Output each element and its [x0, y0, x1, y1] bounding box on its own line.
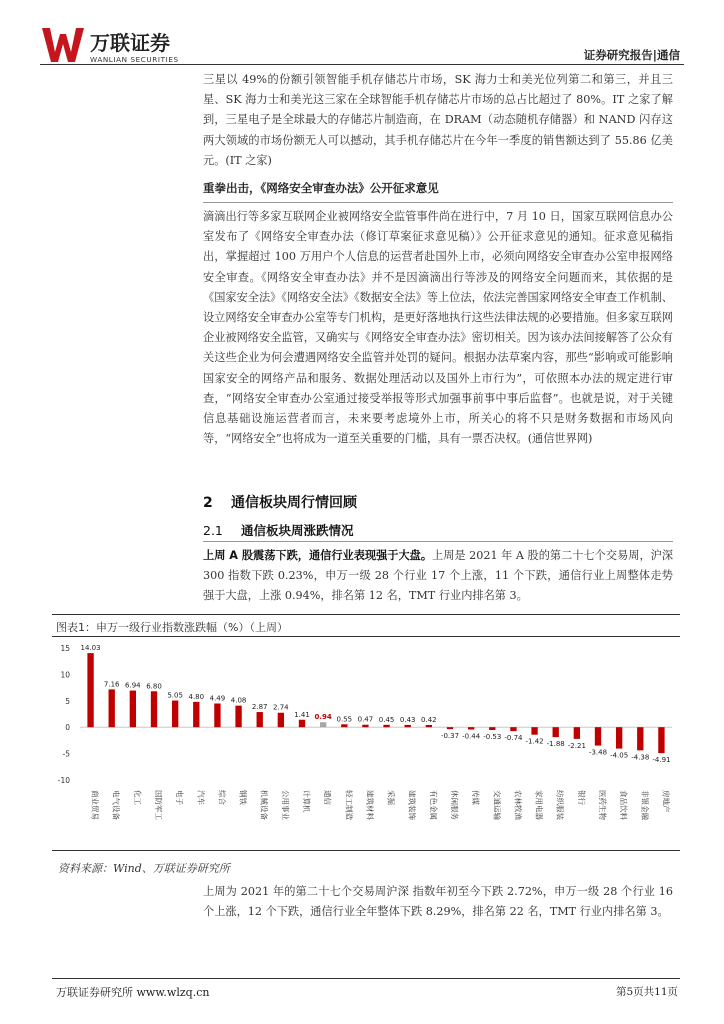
bar-房地产	[658, 727, 664, 753]
figure-title: 图表1：申万一级行业指数涨跌幅（%）（上周）	[56, 621, 288, 634]
value-label: 0.42	[421, 715, 437, 724]
category-label: 机械设备	[259, 790, 269, 820]
bar-商业贸易	[87, 653, 93, 727]
value-label: -0.44	[462, 732, 481, 741]
bar-纺织服装	[553, 727, 559, 737]
category-label: 纺织服装	[555, 790, 565, 820]
value-label: 1.41	[294, 710, 310, 719]
bar-食品饮料	[616, 727, 622, 748]
category-label: 食品饮料	[619, 790, 629, 820]
bar-汽车	[193, 702, 199, 727]
value-label: 0.47	[357, 715, 374, 724]
bar-银行	[574, 727, 580, 739]
category-label: 商业贸易	[90, 790, 100, 820]
category-label: 房地产	[661, 790, 671, 813]
category-label: 交通运输	[492, 790, 502, 820]
bar-交通运输	[489, 727, 495, 730]
after-chart-paragraph: 上周为 2021 年的第二十七个交易周沪深 指数年初至今下跌 2.72%，申万一级 28 个行业 16 个上涨，12 个下跌，通信行业全年整体下跌 8.29%，排名第 22 名，TMT 行业内排名第 3。	[203, 885, 673, 919]
section-2-1-heading	[203, 521, 354, 539]
brand-cn: 万联证券	[90, 31, 170, 55]
value-label: 0.43	[399, 715, 416, 724]
value-label: 6.80	[146, 682, 162, 691]
value-label: -0.74	[504, 734, 523, 743]
bar-国防军工	[151, 691, 157, 727]
value-label: -0.37	[440, 732, 460, 741]
category-label: 银行	[576, 790, 586, 805]
value-label: -1.42	[525, 737, 544, 746]
category-label: 建筑装饰	[407, 790, 417, 820]
y-tick-label: -10	[57, 776, 70, 785]
category-label: 休闲服务	[450, 790, 459, 820]
category-label: 家用电器	[534, 790, 544, 820]
value-label: 4.80	[188, 692, 205, 701]
industry-change-bar-chart	[52, 638, 680, 844]
category-labels	[91, 790, 672, 820]
value-label: 0.94	[314, 713, 332, 722]
category-label: 传媒	[471, 790, 481, 805]
y-tick-label: -5	[62, 749, 70, 759]
bar-综合	[214, 703, 220, 727]
bar-通信	[320, 722, 326, 727]
value-label: -0.53	[483, 732, 502, 741]
bars	[87, 653, 664, 753]
value-labels	[81, 644, 671, 764]
w-logo-mark-icon	[42, 28, 84, 62]
footer-page-number: 第5页共11页	[615, 986, 678, 998]
bar-公用事业	[278, 713, 284, 727]
value-label: -4.05	[610, 751, 629, 760]
bar-化工	[130, 691, 136, 728]
value-label: -1.88	[546, 740, 565, 749]
report-type: 证券研究报告|通信	[583, 48, 680, 62]
section-2-1-paragraph	[203, 546, 673, 607]
subheading: 重拳出击，《网络安全审查办法》公开征求意见	[203, 181, 439, 195]
subheading-divider	[203, 202, 673, 203]
lead-bold: 上周 A 股震荡下跌，通信行业表现强于大盘。	[203, 549, 433, 562]
y-tick-label: 0	[65, 723, 70, 733]
value-label: -3.48	[588, 748, 608, 757]
y-axis	[58, 644, 672, 785]
bar-有色金属	[426, 725, 432, 727]
lead-rest: 上周是 2021 年 A 股的第二十七个交易周，沪深 300 指数下跌 0.23%，申万一级 28 个行业 17 个上涨，11 个下跌，通信行业上周整体走势强于大盘，上涨 0.94%，排名第 12 名，TMT 行业内排名第 3。	[203, 549, 674, 603]
bar-医药生物	[595, 727, 601, 745]
category-label: 计算机	[302, 790, 311, 813]
category-label: 公用事业	[280, 790, 290, 820]
y-tick-label: 5	[65, 696, 70, 706]
value-label: 5.05	[167, 691, 183, 700]
category-label: 有色金属	[428, 790, 438, 820]
category-label: 非银金融	[640, 790, 650, 820]
bar-轻工制造	[341, 724, 347, 727]
category-label: 国防军工	[154, 790, 163, 820]
category-label: 电气设备	[111, 790, 121, 820]
bar-休闲服务	[447, 727, 453, 729]
section-2-1-divider	[203, 541, 673, 542]
value-label: 14.03	[80, 644, 101, 653]
category-label: 医药生物	[598, 790, 607, 820]
category-label: 钢铁	[238, 790, 248, 805]
bar-机械设备	[257, 712, 263, 727]
brand-en: WANLIAN SECURITIES	[90, 55, 179, 64]
value-label: 7.16	[103, 680, 120, 689]
value-label: 4.49	[209, 694, 226, 703]
category-label: 采掘	[386, 790, 396, 805]
value-label: 0.55	[336, 715, 353, 724]
category-label: 综合	[217, 790, 227, 805]
bar-家用电器	[531, 727, 537, 734]
section-2-1-title: 通信板块周涨跌情况	[241, 523, 354, 538]
figure-top-rule	[52, 614, 680, 615]
paragraph-2: 滴滴出行等多家互联网企业被网络安全监管事件尚在进行中，7 月 10 日，国家互联网信息办公室发布了《网络安全审查办法（修订草案征求意见稿）》公开征求意见的通知。征求意见稿指出，掌握超过 100 万用户个人信息的运营者赴国外上市，必须向网络安全审查办公室申报网络安全审查。《网络安全审查办法》并不是因滴滴出行等涉及的网络安全问题而来，其依据的是《国家安全法》《网络安全法》《数据安全法》等上位法，依法完善国家网络安全审查工作机制、设立网络安全审查办公室等专门机构，是更好落地执行这些法律法规的必要措施。但多家互联网企业被网络安全监管，又确实与《网络安全审查办法》密切相关。因为该办法间接解答了公众有关这些企业为何会遭遇网络安全监管并处罚的疑问。根据办法草案内容，那些“影响或可能影响国家安全的网络产品和服务、数据处理活动以及国外上市行为”，可依照本办法的规定进行审查，“网络安全审查办公室通过接受举报等形式加强事前事中事后监督”。也就是说，对于关键信息基础设施运营者而言，未来要考虑境外上市，所关心的将不只是财务数据和市场风向等，“网络安全”也将成为一道至关重要的门槛，具有一票否决权。(通信世界网)	[203, 210, 673, 446]
value-label: 2.87	[251, 703, 268, 712]
bar-钢铁	[235, 706, 241, 728]
section-2-number: 2	[203, 495, 213, 511]
value-label: 4.08	[230, 696, 247, 705]
bar-计算机	[299, 720, 305, 727]
value-label: 6.94	[125, 681, 141, 690]
value-label: -2.21	[567, 741, 586, 750]
figure-source: 资料来源：Wind、万联证券研究所	[58, 862, 230, 875]
bar-非银金融	[637, 727, 643, 750]
figure-title-rule	[52, 636, 680, 637]
bar-农林牧渔	[510, 727, 516, 731]
y-tick-label: 10	[60, 670, 70, 680]
bar-建筑装饰	[405, 725, 411, 727]
section-2-heading	[203, 492, 357, 512]
category-label: 汽车	[196, 790, 206, 805]
section-2-1-number: 2.1	[203, 523, 223, 538]
wanlian-logo	[40, 22, 200, 66]
bar-采掘	[383, 725, 389, 727]
value-label: -4.91	[652, 756, 671, 765]
footer-divider	[52, 978, 680, 979]
section-2-title: 通信板块周行情回顾	[231, 495, 357, 511]
paragraph-1: 三星以 49%的份额引领智能手机存储芯片市场，SK 海力士和美光位列第二和第三，并且三星、SK 海力士和美光这三家在全球智能手机存储芯片市场的总占比超过了 80%。IT 之家了解到，三星电子是全球最大的存储芯片制造商，在 DRAM（动态随机存储器）和 NAND 闪存这两大领域的市场份额无人可以撼动，其手机存储芯片在今年一季度的销售额达到了 55.86 亿美元。(IT 之家)	[203, 73, 673, 167]
bar-电气设备	[109, 689, 115, 727]
bar-建筑材料	[362, 725, 368, 727]
value-label: -4.38	[631, 753, 650, 762]
category-label: 农林牧渔	[513, 790, 523, 820]
category-label: 通信	[323, 790, 333, 805]
category-label: 电子	[175, 790, 185, 805]
header-divider	[40, 64, 684, 65]
bar-电子	[172, 701, 178, 728]
value-label: 2.74	[273, 703, 289, 712]
bar-传媒	[468, 727, 474, 729]
category-label: 建筑材料	[365, 790, 375, 820]
y-tick-label: 15	[60, 644, 70, 653]
figure-bottom-rule	[52, 850, 680, 851]
category-label: 化工	[132, 790, 142, 805]
category-label: 轻工制造	[344, 790, 354, 820]
footer-left: 万联证券研究所 www.wlzq.cn	[56, 986, 210, 999]
value-label: 0.45	[378, 715, 395, 724]
